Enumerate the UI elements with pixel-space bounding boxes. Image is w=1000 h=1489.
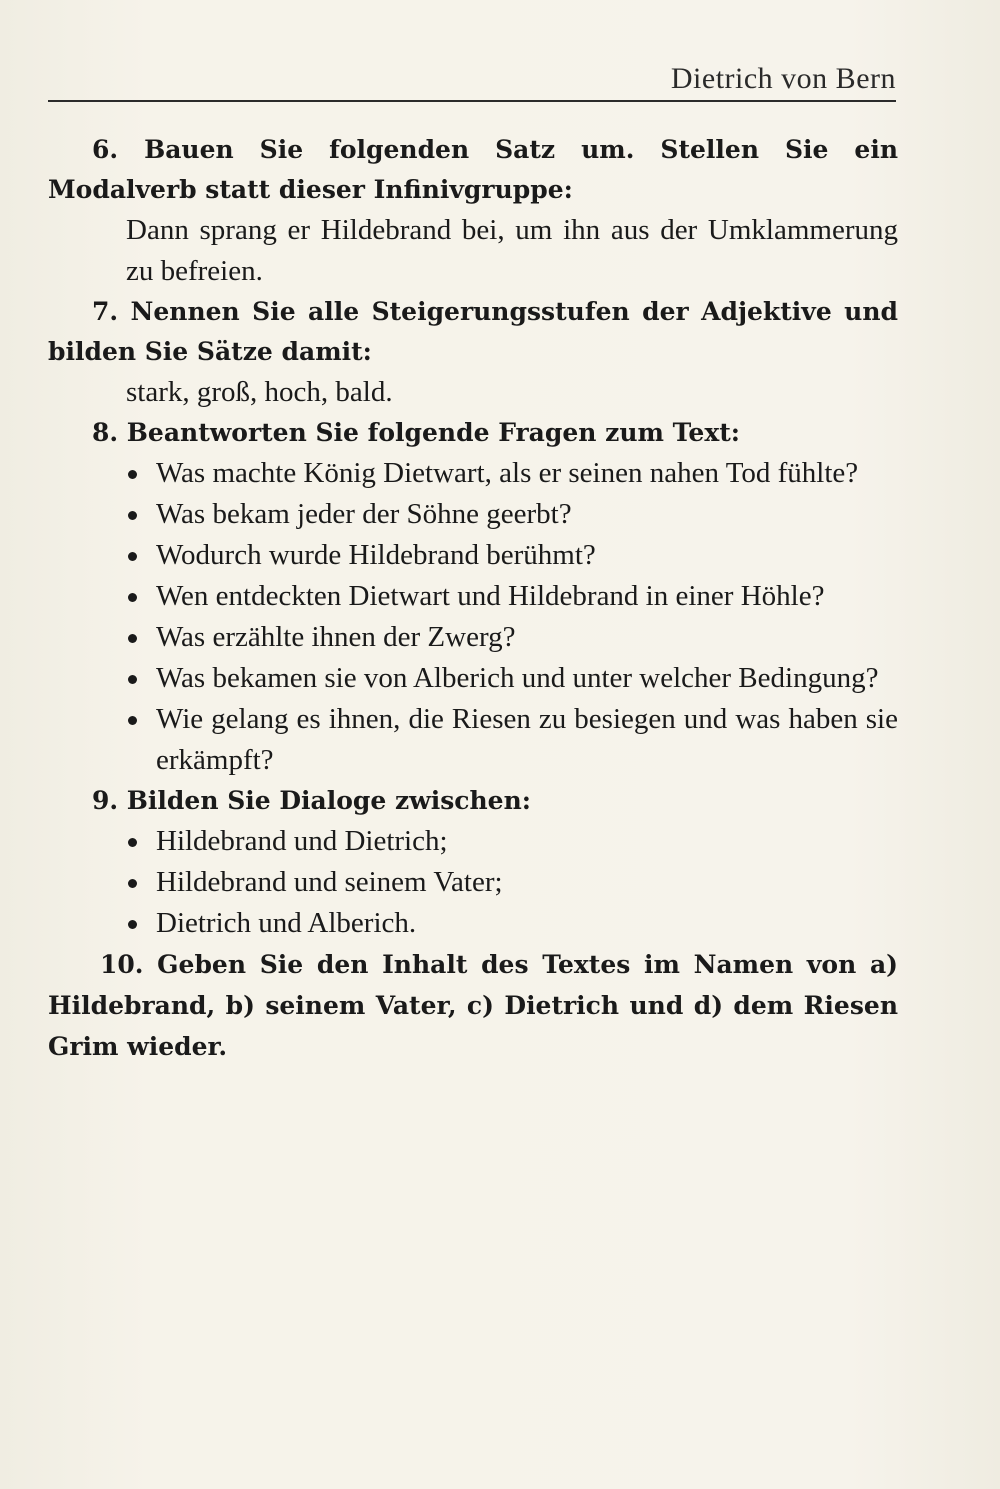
question-text: Was erzählte ihnen der Zwerg? — [156, 621, 516, 653]
question-text: Wodurch wurde Hildebrand berühmt? — [156, 539, 596, 571]
task-9-title: 9. Bilden Sie Dialoge zwischen: — [92, 786, 531, 815]
list-item — [128, 617, 898, 658]
list-item — [128, 494, 898, 535]
bullet-icon — [128, 716, 137, 725]
question-text: Was machte König Dietwart, als er seinen nahen Tod fühlte? — [156, 457, 859, 489]
task-7-title: 7. Nennen Sie alle Steigerungsstufen der Adjektive und bilden Sie Sätze damit: — [48, 297, 898, 366]
list-item — [128, 699, 898, 781]
bullet-icon — [128, 552, 137, 561]
exercise-list — [48, 130, 898, 1067]
task-10-title: 10. Geben Sie den Inhalt des Textes im Namen von a) Hildebrand, b) seinem Vater, c) Dietrich und d) dem Riesen Grim wieder. — [48, 950, 898, 1061]
running-header: Dietrich von Bern — [670, 62, 896, 95]
bullet-icon — [128, 470, 137, 479]
task-7-adjectives: stark, groß, hoch, bald. — [126, 376, 393, 408]
list-item — [128, 576, 898, 617]
question-text: Was bekamen sie von Alberich und unter welcher Bedingung? — [156, 662, 879, 694]
question-text: Wen entdeckten Dietwart und Hildebrand in einer Höhle? — [156, 580, 825, 612]
bullet-icon — [128, 879, 137, 888]
bullet-icon — [128, 838, 137, 847]
bullet-icon — [128, 920, 137, 929]
dialog-pair: Hildebrand und Dietrich; — [156, 825, 448, 857]
list-item — [128, 658, 898, 699]
task-8-title: 8. Beantworten Sie folgende Fragen zum Text: — [92, 418, 740, 447]
dialog-pair: Hildebrand und seinem Vater; — [156, 866, 503, 898]
bullet-icon — [128, 593, 137, 602]
header-rule — [48, 100, 896, 102]
list-item — [128, 903, 898, 944]
bullet-icon — [128, 675, 137, 684]
list-item — [128, 821, 898, 862]
question-text: Was bekam jeder der Söhne geerbt? — [156, 498, 572, 530]
task-6-sentence: Dann sprang er Hildebrand bei, um ihn aus der Umklammerung zu befreien. — [126, 214, 898, 287]
bullet-icon — [128, 634, 137, 643]
list-item — [128, 453, 898, 494]
dialog-pair: Dietrich und Alberich. — [156, 907, 417, 939]
task-6-title: 6. Bauen Sie folgenden Satz um. Stellen Sie ein Modalverb statt dieser Infinivgruppe: — [48, 135, 898, 204]
list-item — [128, 535, 898, 576]
list-item — [128, 862, 898, 903]
task-9-dialog-list — [48, 821, 898, 944]
task-8-question-list — [48, 453, 898, 781]
question-text: Wie gelang es ihnen, die Riesen zu besiegen und was haben sie erkämpft? — [156, 703, 898, 776]
bullet-icon — [128, 511, 137, 520]
